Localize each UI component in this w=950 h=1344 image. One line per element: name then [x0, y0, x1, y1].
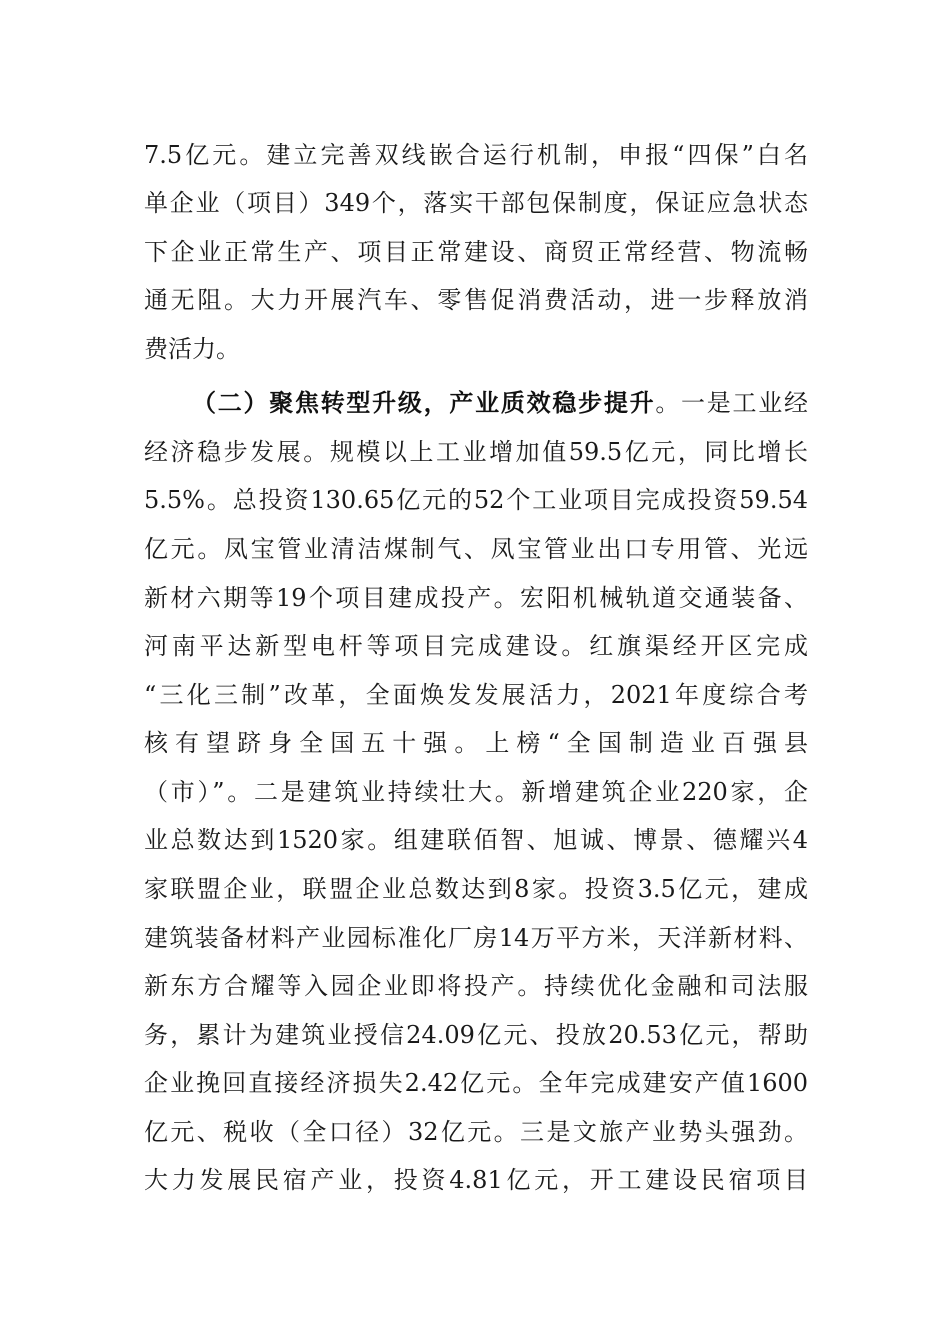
paragraph-line-4: 通无阻。大力开展汽车、零售促消费活动，进一步释放消 [144, 286, 808, 314]
paragraph-line-10: 河南平达新型电杆等项目完成建设。红旗渠经开区完成 [144, 632, 808, 660]
paragraph-line-21: 大力发展民宿产业，投资4.81亿元，开工建设民宿项目 [144, 1166, 808, 1194]
paragraph-line-18: 务，累计为建筑业授信24.09亿元、投放20.53亿元，帮助 [144, 1021, 808, 1049]
paragraph-line-13: （市）”。二是建筑业持续壮大。新增建筑企业220家，企 [144, 778, 808, 806]
paragraph-line-15: 家联盟企业，联盟企业总数达到8家。投资3.5亿元，建成 [144, 875, 808, 903]
paragraph-line-6: 经济稳步发展。规模以上工业增加值59.5亿元，同比增长 [144, 438, 808, 466]
paragraph-line-16: 建筑装备材料产业园标准化厂房14万平方米，天洋新材料、 [144, 924, 808, 952]
paragraph-line-11: “三化三制”改革，全面焕发发展活力，2021年度综合考 [144, 681, 808, 709]
paragraph-line-3: 下企业正常生产、项目正常建设、商贸正常经营、物流畅 [144, 238, 808, 266]
paragraph-line-8: 亿元。凤宝管业清洁煤制气、凤宝管业出口专用管、光远 [144, 535, 808, 563]
paragraph-line-7: 5.5%。总投资130.65亿元的52个工业项目完成投资59.54 [144, 486, 808, 514]
paragraph-line-19: 企业挽回直接经济损失2.42亿元。全年完成建安产值1600 [144, 1069, 808, 1097]
paragraph-line-17: 新东方合耀等入园企业即将投产。持续优化金融和司法服 [144, 972, 808, 1000]
paragraph-line-14: 业总数达到1520家。组建联佰智、旭诚、博景、德耀兴4 [144, 826, 808, 854]
paragraph-line-2: 单企业（项目）349个，落实干部包保制度，保证应急状态 [144, 189, 808, 217]
paragraph-line-9: 新材六期等19个项目建成投产。宏阳机械轨道交通装备、 [144, 584, 808, 612]
paragraph-line-5: 费活力。 [144, 335, 240, 363]
paragraph-line-12: 核有望跻身全国五十强。上榜“全国制造业百强县 [144, 729, 808, 757]
paragraph-line-1: 7.5亿元。建立完善双线嵌合运行机制，申报“四保”白名 [144, 141, 808, 169]
section-heading-tail: 。一是工业经 [655, 389, 809, 417]
section-heading-line [192, 383, 808, 423]
section-heading: （二）聚焦转型升级，产业质效稳步提升 [192, 389, 656, 417]
paragraph-line-20: 亿元、税收（全口径）32亿元。三是文旅产业势头强劲。 [144, 1118, 808, 1146]
